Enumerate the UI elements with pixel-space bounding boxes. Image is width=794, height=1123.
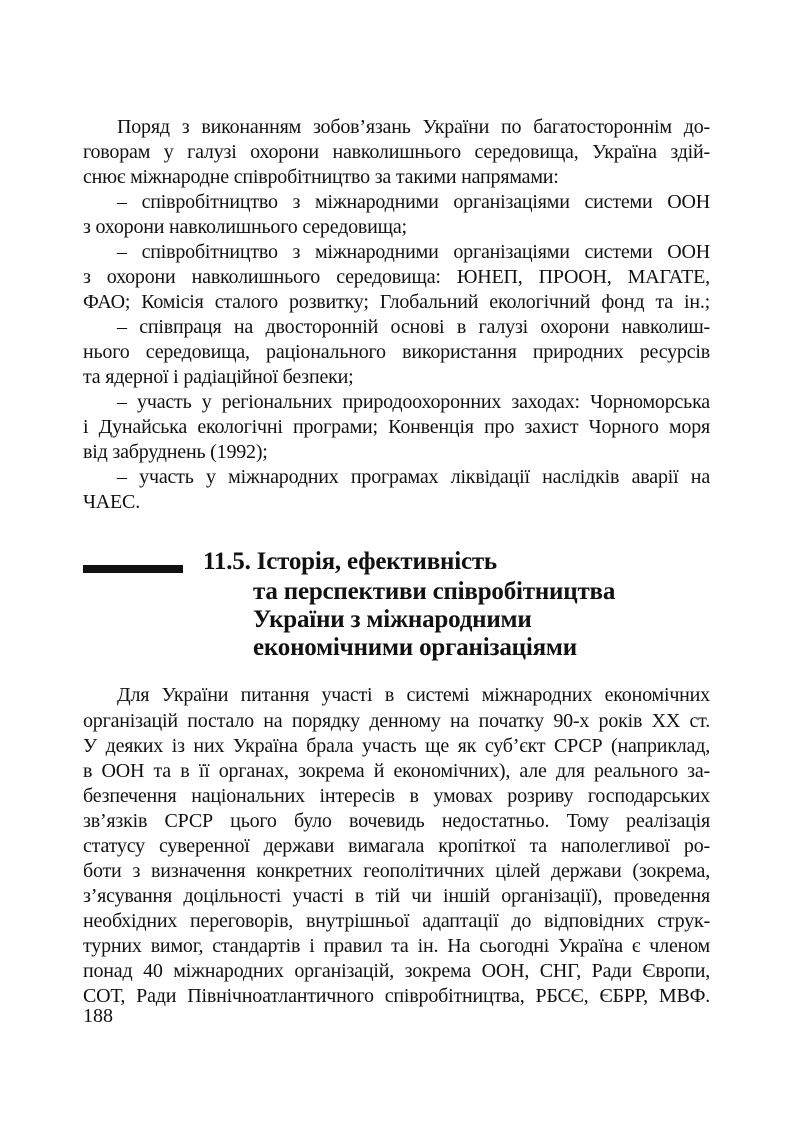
intro-line: нього середовища, раціонального використання природних ресурсів <box>83 341 710 363</box>
intro-line: та ядерної і радіаційної безпеки; <box>83 366 354 388</box>
section-heading-line: економічними організаціями <box>253 634 577 661</box>
intro-line: і Дунайська екологічні програми; Конвенція про захист Чорного моря <box>83 416 710 438</box>
intro-line: ФАО; Комісія сталого розвитку; Глобальний екологічний фонд та ін.; <box>83 291 710 313</box>
body-line: безпечення національних інтересів в умовах розриву господарських <box>83 785 710 807</box>
page-number: 188 <box>83 1005 113 1027</box>
intro-line: – співпраця на двосторонній основі в галузі охорони навколиш- <box>117 316 710 338</box>
intro-line: – участь у регіональних природоохоронних заходах: Чорноморська <box>117 391 710 413</box>
body-line: боти з визначення конкретних геополітичних цілей держави (зокрема, <box>83 860 710 882</box>
section-heading-line: 11.5. Історія, ефективність <box>203 548 497 575</box>
intro-line: – участь у міжнародних програмах ліквідації наслідків аварії на <box>117 466 710 488</box>
body-line: в ООН та в її органах, зокрема й економічних), але для реального за- <box>83 760 710 782</box>
body-line: статусу суверенної держави вимагала кропіткої та наполегливої ро- <box>83 835 710 857</box>
intro-line: від забруднень (1992); <box>83 441 268 463</box>
intro-line: говорам у галузі охорони навколишнього середовища, Україна здій- <box>83 141 710 163</box>
body-line: У деяких із них Україна брала участь ще як суб’єкт СРСР (наприклад, <box>83 735 710 757</box>
heading-rule <box>83 565 183 573</box>
intro-line: Поряд з виконанням зобов’язань України по багатостороннім до- <box>117 116 710 138</box>
body-line: зв’язків СРСР цього було вочевидь недостатньо. Тому реалізація <box>83 810 710 832</box>
intro-line: з охорони навколишнього середовища: ЮНЕП, ПРООН, МАГАТЕ, <box>83 266 710 288</box>
intro-line: – співробітництво з міжнародними організаціями системи ООН <box>117 191 710 213</box>
body-line: необхідних переговорів, внутрішньої адаптації до відповідних струк- <box>83 910 710 932</box>
section-heading-line: України з міжнародними <box>253 606 532 633</box>
body-line: СОТ, Ради Північноатлантичного співробітництва, РБСЄ, ЄБРР, МВФ. <box>83 985 710 1007</box>
body-line: турних вимог, стандартів і правил та ін. На сьогодні Україна є членом <box>83 935 710 957</box>
intro-line: з охорони навколишнього середовища; <box>83 216 407 238</box>
intro-line: ЧАЕС. <box>83 491 140 513</box>
body-line: з’ясування доцільності участі в тій чи іншій організації), проведення <box>83 885 710 907</box>
body-line: організацій постало на порядку денному на початку 90-х років ХХ ст. <box>83 710 710 732</box>
intro-line: – співробітництво з міжнародними організаціями системи ООН <box>117 241 710 263</box>
intro-line: снює міжнародне співробітництво за такими напрямами: <box>83 166 559 188</box>
section-heading-line: та перспективи співробітництва <box>253 578 616 605</box>
body-line: Для України питання участі в системі міжнародних економічних <box>117 684 710 706</box>
body-line: понад 40 міжнародних організацій, зокрема ООН, СНГ, Ради Європи, <box>83 960 710 982</box>
